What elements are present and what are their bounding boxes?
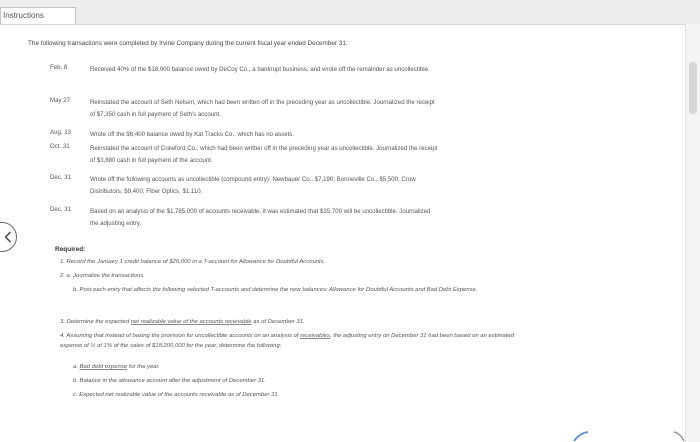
transaction-text: Wrote off the $6,400 balance owed by Kat Tracks Co., which has no assets. — [90, 131, 295, 138]
transaction-date: Aug. 13 — [50, 129, 72, 136]
transaction-date: May 27 — [50, 97, 70, 104]
question-4-text-end: , the adjusting entry on December 31 had been based on an estimated expense of ½ of 1% of the sales of $18,200,000 for the year, determine the following: — [60, 333, 514, 350]
bad-debt-expense-link[interactable]: Bad debt expense — [79, 364, 128, 370]
tab-bar — [0, 0, 700, 25]
transaction-date: Dec. 31 — [50, 174, 72, 181]
partial-controls-icon — [566, 430, 686, 442]
question-2a: 2. a. Journalize the transactions. — [60, 273, 145, 279]
chevron-left-icon — [4, 231, 12, 243]
question-4a-label: a. — [73, 364, 80, 370]
vertical-scrollbar[interactable] — [685, 24, 700, 442]
question-4 — [60, 331, 530, 352]
transaction-text: Received 40% of the $18,000 balance owed by DeCoy Co., a bankrupt business, and wrote off the remainder as uncollectible. — [90, 66, 430, 73]
question-3-text: 3. Determine the expected — [60, 319, 131, 325]
question-4b: b. Balance in the allowance account after the adjustment of December 31. — [73, 378, 266, 384]
transaction-text: Based on an analysis of the $1,785,000 of accounts receivable, it was estimated that $35,700 will be uncollectible. Journalized the adjusting entry. — [90, 208, 431, 227]
transaction-text: Reinstated the account of Seth Nelsen, which had been written off in the preceding year as uncollectible. Journalized the receipt of $7,350 cash in full payment of Seth's account. — [90, 99, 435, 118]
question-1: 1. Record the January 1 credit balance of $26,000 in a T-account for Allowance for Doubtful Accounts. — [60, 259, 326, 265]
intro-text: The following transactions were completed by Irvine Company during the current fiscal year ended December 31: — [28, 40, 348, 47]
receivables-link[interactable]: receivables — [300, 333, 330, 339]
previous-button[interactable] — [0, 222, 17, 252]
question-2b: b. Post each entry that affects the following selected T-accounts and determine the new balances: Allowance for Doubtful Accounts and Bad Debt Expense. — [73, 287, 478, 293]
scrollbar-thumb[interactable] — [689, 62, 697, 114]
question-4a — [73, 362, 553, 372]
transaction-text: Reinstated the account of Crawford Co., which had been written off in the preceding year as uncollectible. Journalized the receipt of $3,880 cash in full payment of the account. — [90, 145, 438, 164]
question-3 — [60, 317, 600, 327]
transaction-date: Dec. 31 — [50, 206, 72, 213]
transaction-date: Oct. 31 — [50, 143, 70, 150]
transaction-text: Wrote off the following accounts as uncollectible (compound entry): Newbauer Co., $7,190; Bonneville Co., $5,500; Crow Distributors, $9,400; Fiber Optics, $1,110. — [90, 176, 416, 195]
question-3-text-end: as of December 31. — [251, 319, 305, 325]
question-4a-text: for the year. — [127, 364, 160, 370]
transaction-date: Feb. 8 — [50, 64, 68, 71]
net-realizable-value-link[interactable]: net realizable value of the accounts receivable — [130, 319, 252, 325]
tab-instructions[interactable]: Instructions — [0, 7, 76, 24]
question-4c: c. Expected net realizable value of the accounts receivable as of December 31. — [73, 392, 280, 398]
required-heading: Required: — [55, 246, 86, 253]
question-4-text: 4. Assuming that instead of basing the provision for uncollectible accounts on an analysis of — [60, 333, 301, 339]
